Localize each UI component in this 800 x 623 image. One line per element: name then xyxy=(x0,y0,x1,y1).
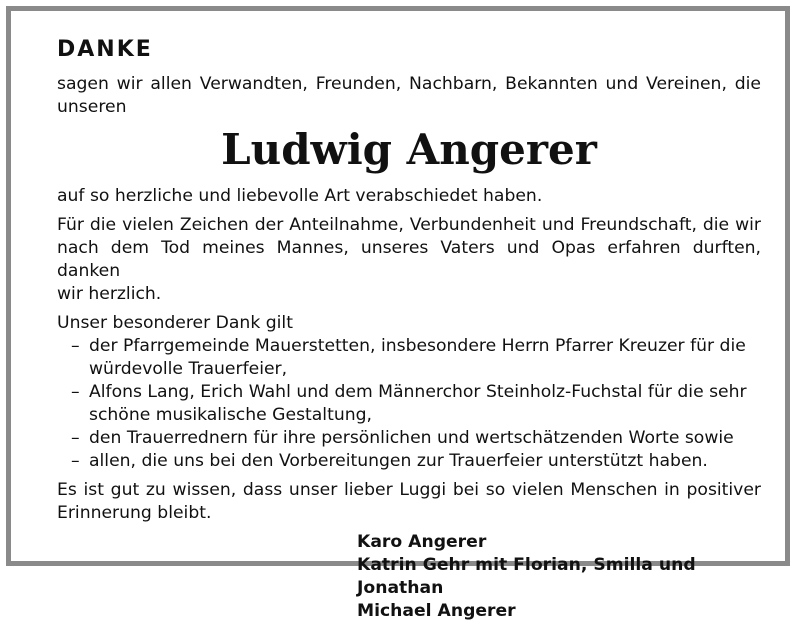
list-item-line: würdevolle Trauerfeier, xyxy=(89,359,288,379)
deceased-name: Ludwig Angerer xyxy=(221,125,597,174)
notice-content xyxy=(57,35,761,623)
list-item-line: den Trauerrednern für ihre persönlichen und wertschätzenden Worte sowie xyxy=(89,428,734,448)
notice-heading: DANKE xyxy=(57,37,153,62)
list-item-line: allen, die uns bei den Vorbereitungen zur Trauerfeier unterstützt haben. xyxy=(89,451,708,471)
thanks-line: wir herzlich. xyxy=(57,284,162,304)
list-item-line: schöne musikalische Gestaltung, xyxy=(89,405,372,425)
intro-paragraph xyxy=(57,73,761,119)
signature-name: Katrin Gehr mit Florian, Smilla und Jonathan xyxy=(357,555,696,598)
dash-bullet: – xyxy=(71,428,80,448)
list-item xyxy=(57,381,761,427)
list-item xyxy=(57,335,761,381)
list-item xyxy=(57,450,761,473)
special-thanks-list xyxy=(57,335,761,473)
thanks-paragraph xyxy=(57,214,761,306)
list-item-line: der Pfarrgemeinde Mauerstetten, insbesondere Herrn Pfarrer Kreuzer für die xyxy=(89,336,746,356)
notice-frame xyxy=(6,6,790,621)
farewell-text: auf so herzliche und liebevolle Art verabschiedet haben. xyxy=(57,186,543,206)
closing-line: Erinnerung bleibt. xyxy=(57,503,212,523)
intro-line: sagen wir allen Verwandten, Freunden, Nachbarn, Bekannten und Vereinen, die xyxy=(57,74,761,94)
list-item xyxy=(57,427,761,450)
signature-name: Karo Angerer xyxy=(357,532,487,552)
dash-bullet: – xyxy=(71,336,80,356)
signatures xyxy=(357,531,761,623)
dash-bullet: – xyxy=(71,451,80,471)
thanks-line: Für die vielen Zeichen der Anteilnahme, Verbundenheit und Freundschaft, die wir xyxy=(57,215,761,235)
intro-line: unseren xyxy=(57,97,127,117)
special-thanks-intro: Unser besonderer Dank gilt xyxy=(57,313,293,333)
dash-bullet: – xyxy=(71,382,80,402)
closing-line: Es ist gut zu wissen, dass unser lieber Luggi bei so vielen Menschen in positiver xyxy=(57,480,761,500)
closing-paragraph xyxy=(57,479,761,525)
list-item-line: Alfons Lang, Erich Wahl und dem Männerchor Steinholz-Fuchstal für die sehr xyxy=(89,382,747,402)
special-thanks-section xyxy=(57,312,761,473)
thanks-line: nach dem Tod meines Mannes, unseres Vaters und Opas erfahren durften, danken xyxy=(57,238,761,281)
signature-name: Michael Angerer xyxy=(357,601,516,621)
